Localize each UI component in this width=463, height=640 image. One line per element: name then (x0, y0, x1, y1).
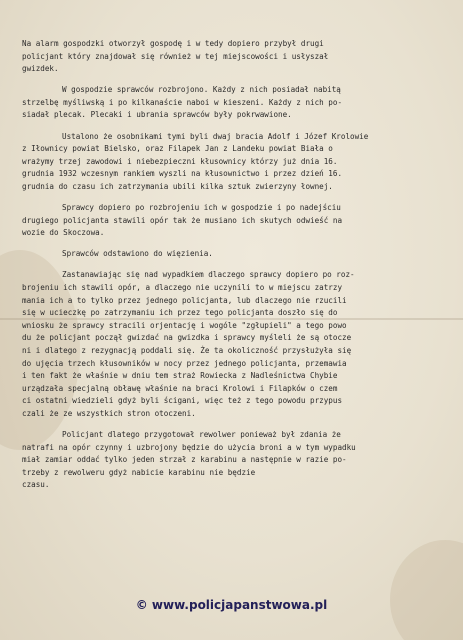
text-line: wrażymy trzej zawodowi i niebezpieczni kłusownicy którzy już dnia 16. (22, 156, 338, 166)
text-line: wozie do Skoczowa. (22, 228, 105, 238)
text-line: policjant który znajdował się również w tej miejscowości i usłyszał (22, 51, 329, 61)
text-line: mania ich a to tylko przez jednego policjanta, lub dlaczego nie rzucili (22, 295, 347, 305)
line-gap (22, 261, 454, 270)
text-line: Zastanawiając się nad wypadkiem dlaczego sprawcy dopiero po roz- (62, 270, 355, 280)
text-line: czali że ze wszystkich stron otoczeni. (22, 408, 196, 418)
watermark: © www.policjapanstwowa.pl (135, 598, 328, 612)
text-line: czasu. (22, 480, 50, 490)
text-line: gwizdek. (22, 64, 59, 74)
text-line: i ten fakt że właśnie w dniu tem straż Rowiecka z Nadleśnictwa Chybie (22, 371, 338, 381)
text-line: do ujęcia trzech kłusowników w nocy przez jednego policjanta, przemawia (22, 358, 347, 368)
text-line: grudnia 1932 wczesnym rankiem wyszli na kłusownictwo i przez dzień 16. (22, 169, 343, 179)
text-line: miał zamiar oddać tylko jeden strzał z karabinu a następnie w razie po- (22, 455, 347, 465)
paper-stain (390, 540, 463, 640)
text-line: natrafi na opór czynny i uzbrojony będzie do użycia broni a w tym wypadku (22, 442, 356, 452)
text-line: du że policjant począł gwizdać na gwizdka i sprawcy myśleli że są otocze (22, 333, 352, 343)
text-line: urządzała specjalną obławę właśnie na braci Krolowi i Filapków o czem (22, 383, 338, 393)
text-line: drugiego policjanta stawili opór tak że musiano ich skutych odwieść na (22, 215, 343, 225)
text-line: ci ostatni wiedzieli gdyż byli ścigani, więc też z tego powodu przypus (22, 396, 343, 406)
text-line: Na alarm gospodzki otworzył gospodę i w tedy dopiero przybył drugi (22, 39, 324, 48)
line-gap (22, 194, 454, 203)
text-line: ni i dlatego z rezygnacją poddali się. Że ta okoliczność przysłużyła się (22, 345, 352, 355)
line-gap (22, 76, 454, 85)
text-line: Ustalono że osobnikami tymi byli dwaj bracia Adolf i Józef Krolowie (62, 131, 369, 141)
text-line: siadał plecak. Plecaki i ubrania sprawców były pokrwawione. (22, 110, 292, 120)
text-line: się w ucieczkę po zatrzymaniu ich przez tego policjanta doszło się do (22, 308, 338, 318)
text-line: strzelbę myśliwską i po kilkanaście naboi w kieszeni. Każdy z nich po- (22, 97, 343, 107)
text-line: brojeniu ich stawili opór, a dlaczego nie uczynili to w miejscu zatrzy (22, 283, 343, 292)
text-line: Policjant dlatego przygotował rewolwer ponieważ był zdania że (62, 430, 341, 440)
text-line: grudnia do czasu ich zatrzymania ubili kilka sztuk zwierzyny łownej. (22, 181, 333, 191)
text-line: z Iłownicy powiat Bielsko, oraz Filapek Jan z Landeku powiat Biała o (22, 144, 333, 154)
line-gap (22, 122, 454, 131)
line-gap (22, 240, 454, 249)
text-line: Sprawcy dopiero po rozbrojeniu ich w gospodzie i po nadejściu (62, 203, 341, 213)
line-gap (22, 421, 454, 430)
text-line: W gospodzie sprawców rozbrojono. Każdy z nich posiadał nabitą (62, 85, 341, 95)
text-line: wniosku że sprawcy stracili orjentację i wogóle "zgłupieli" a tego powo (22, 320, 347, 330)
document-text (22, 38, 454, 492)
text-line: Sprawców odstawiono do więzienia. (62, 249, 213, 259)
text-line: trzeby z rewolweru gdyż nabicie karabinu nie będzie (22, 467, 256, 477)
